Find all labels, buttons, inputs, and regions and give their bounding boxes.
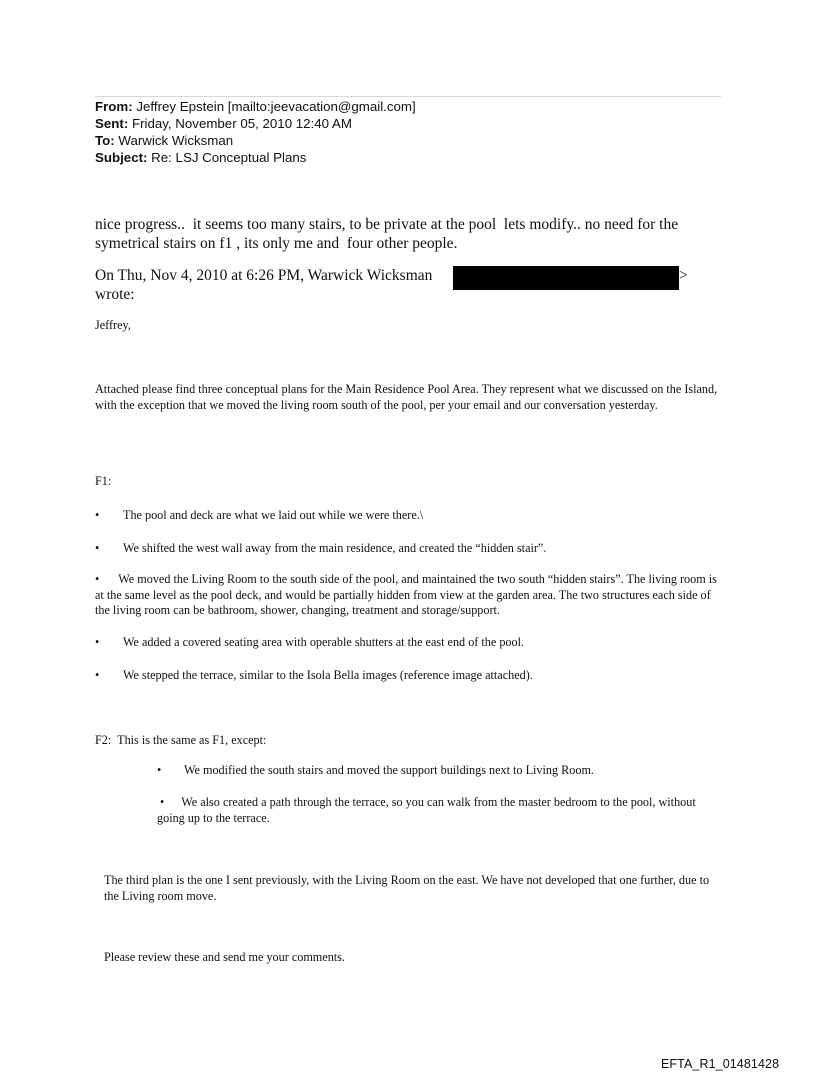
f2-bullet-item [157, 795, 717, 826]
f1-bullet-text: We stepped the terrace, similar to the Isola Bella images (reference image attached). [123, 668, 533, 682]
bullet-icon: • [95, 572, 100, 586]
to-label: To: [95, 133, 115, 148]
header-divider [95, 96, 721, 97]
email-headers [95, 98, 416, 166]
quote-attribution-wrote: wrote: [95, 286, 135, 303]
f1-bullet-item [95, 572, 725, 619]
bullet-icon: • [95, 508, 100, 522]
document-id: EFTA_R1_01481428 [661, 1057, 780, 1071]
f2-label: F2: This is the same as F1, except: [95, 733, 267, 747]
third-plan-paragraph: The third plan is the one I sent previously, with the Living Room on the east. We have not developed that one further, due to the Living room move. [104, 873, 710, 903]
f1-label: F1: [95, 474, 112, 488]
to-line [95, 132, 416, 149]
reply-line-1: nice progress.. it seems too many stairs, to be private at the pool lets modify.. no need for the [95, 216, 679, 233]
review-request: Please review these and send me your comments. [104, 950, 345, 964]
f1-bullet-text: We shifted the west wall away from the main residence, and created the “hidden stair”. [123, 541, 547, 555]
subject-line [95, 149, 416, 166]
from-label: From: [95, 99, 133, 114]
from-value: Jeffrey Epstein [mailto:jeevacation@gmail.com] [136, 99, 416, 114]
subject-label: Subject: [95, 150, 148, 165]
bullet-icon: • [95, 635, 100, 649]
greeting: Jeffrey, [95, 318, 131, 332]
f2-bullet-text: We also created a path through the terrace, so you can walk from the master bedroom to the pool, without going up to the terrace. [157, 795, 696, 825]
subject-value: Re: LSJ Conceptual Plans [151, 150, 307, 165]
f1-bullet-text: We moved the Living Room to the south side of the pool, and maintained the two south “hidden stairs”. The living room is at the same level as the pool deck, and would be partially hidden from view at the garden area. The two structures each side of the living room can be bathroom, shower, changing, treatment and storage/support. [95, 572, 717, 617]
sent-label: Sent: [95, 116, 129, 131]
bullet-icon: • [95, 668, 100, 682]
sent-line [95, 115, 416, 132]
bullet-icon: • [157, 763, 162, 777]
reply-message [95, 215, 735, 253]
f1-bullet-text: We added a covered seating area with operable shutters at the east end of the pool. [123, 635, 525, 649]
redaction-bar [453, 266, 679, 290]
bullet-icon: • [160, 795, 165, 809]
attached-paragraph: Attached please find three conceptual plans for the Main Residence Pool Area. They represent what we discussed on the Island, with the exception that we moved the living room south of the pool, per your email and our conversation yesterday. [95, 382, 718, 412]
f2-bullet-text: We modified the south stairs and moved the support buildings next to Living Room. [184, 763, 594, 777]
from-line [95, 98, 416, 115]
reply-line-2: symetrical stairs on f1 , its only me and four other people. [95, 235, 458, 252]
quote-attribution-suffix: > [679, 267, 688, 284]
to-value: Warwick Wicksman [118, 133, 234, 148]
quote-attribution-prefix: On Thu, Nov 4, 2010 at 6:26 PM, Warwick Wicksman [95, 267, 433, 284]
f1-bullet-text: The pool and deck are what we laid out while we were there.\ [123, 508, 424, 522]
bullet-icon: • [95, 541, 100, 555]
sent-value: Friday, November 05, 2010 12:40 AM [131, 116, 352, 131]
